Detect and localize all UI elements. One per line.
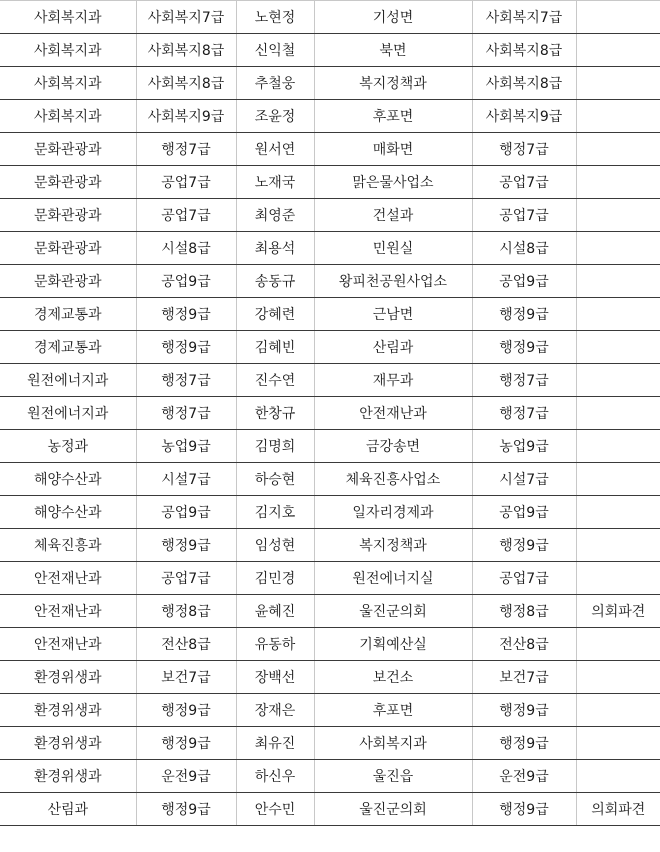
current-grade-cell: 행정9급 <box>136 529 236 562</box>
table-row <box>0 133 660 166</box>
new-dept-cell: 맑은물사업소 <box>314 166 472 199</box>
new-grade-cell: 행정9급 <box>472 298 576 331</box>
table-row <box>0 430 660 463</box>
current-grade-cell: 전산8급 <box>136 628 236 661</box>
name-cell: 장재은 <box>236 694 314 727</box>
current-dept-cell: 안전재난과 <box>0 562 136 595</box>
new-grade-cell: 행정9급 <box>472 331 576 364</box>
current-grade-cell: 시설7급 <box>136 463 236 496</box>
name-cell: 한창규 <box>236 397 314 430</box>
current-dept-cell: 원전에너지과 <box>0 397 136 430</box>
current-grade-cell: 보건7급 <box>136 661 236 694</box>
current-dept-cell: 사회복지과 <box>0 67 136 100</box>
current-grade-cell: 행정9급 <box>136 331 236 364</box>
note-cell <box>576 364 660 397</box>
note-cell <box>576 694 660 727</box>
new-dept-cell: 원전에너지실 <box>314 562 472 595</box>
new-grade-cell: 행정8급 <box>472 595 576 628</box>
note-cell <box>576 298 660 331</box>
table-row <box>0 232 660 265</box>
note-cell: 의회파견 <box>576 793 660 826</box>
new-dept-cell: 재무과 <box>314 364 472 397</box>
table-row <box>0 529 660 562</box>
table-row <box>0 298 660 331</box>
new-dept-cell: 기성면 <box>314 1 472 34</box>
new-grade-cell: 사회복지8급 <box>472 34 576 67</box>
new-dept-cell: 민원실 <box>314 232 472 265</box>
current-dept-cell: 경제교통과 <box>0 331 136 364</box>
note-cell <box>576 661 660 694</box>
new-grade-cell: 공업9급 <box>472 496 576 529</box>
table-row <box>0 199 660 232</box>
new-dept-cell: 후포면 <box>314 694 472 727</box>
current-grade-cell: 공업9급 <box>136 265 236 298</box>
note-cell <box>576 199 660 232</box>
name-cell: 김혜빈 <box>236 331 314 364</box>
name-cell: 원서연 <box>236 133 314 166</box>
current-dept-cell: 원전에너지과 <box>0 364 136 397</box>
new-grade-cell: 농업9급 <box>472 430 576 463</box>
name-cell: 진수연 <box>236 364 314 397</box>
name-cell: 임성현 <box>236 529 314 562</box>
table-row <box>0 628 660 661</box>
new-dept-cell: 근남면 <box>314 298 472 331</box>
new-dept-cell: 보건소 <box>314 661 472 694</box>
current-dept-cell: 체육진흥과 <box>0 529 136 562</box>
name-cell: 신익철 <box>236 34 314 67</box>
current-grade-cell: 사회복지7급 <box>136 1 236 34</box>
note-cell <box>576 529 660 562</box>
table-row <box>0 1 660 34</box>
table-row <box>0 661 660 694</box>
current-grade-cell: 사회복지8급 <box>136 34 236 67</box>
table-row <box>0 265 660 298</box>
name-cell: 조윤정 <box>236 100 314 133</box>
current-dept-cell: 환경위생과 <box>0 661 136 694</box>
new-dept-cell: 사회복지과 <box>314 727 472 760</box>
name-cell: 추철웅 <box>236 67 314 100</box>
current-grade-cell: 행정7급 <box>136 364 236 397</box>
current-dept-cell: 해양수산과 <box>0 496 136 529</box>
name-cell: 최영준 <box>236 199 314 232</box>
new-dept-cell: 기획예산실 <box>314 628 472 661</box>
table-row <box>0 100 660 133</box>
new-grade-cell: 행정7급 <box>472 364 576 397</box>
new-grade-cell: 사회복지8급 <box>472 67 576 100</box>
new-grade-cell: 공업9급 <box>472 265 576 298</box>
table-row <box>0 364 660 397</box>
current-dept-cell: 안전재난과 <box>0 595 136 628</box>
table-row <box>0 760 660 793</box>
new-dept-cell: 금강송면 <box>314 430 472 463</box>
table-row <box>0 397 660 430</box>
new-dept-cell: 체육진흥사업소 <box>314 463 472 496</box>
table-row <box>0 496 660 529</box>
note-cell <box>576 166 660 199</box>
name-cell: 강혜련 <box>236 298 314 331</box>
current-grade-cell: 농업9급 <box>136 430 236 463</box>
name-cell: 노현정 <box>236 1 314 34</box>
new-dept-cell: 복지정책과 <box>314 529 472 562</box>
current-grade-cell: 공업9급 <box>136 496 236 529</box>
name-cell: 윤혜진 <box>236 595 314 628</box>
current-grade-cell: 행정7급 <box>136 133 236 166</box>
note-cell <box>576 331 660 364</box>
note-cell: 의회파견 <box>576 595 660 628</box>
current-dept-cell: 안전재난과 <box>0 628 136 661</box>
table-row <box>0 34 660 67</box>
current-grade-cell: 공업7급 <box>136 199 236 232</box>
note-cell <box>576 397 660 430</box>
current-dept-cell: 환경위생과 <box>0 694 136 727</box>
current-dept-cell: 문화관광과 <box>0 199 136 232</box>
current-dept-cell: 문화관광과 <box>0 133 136 166</box>
new-dept-cell: 북면 <box>314 34 472 67</box>
new-grade-cell: 운전9급 <box>472 760 576 793</box>
new-grade-cell: 사회복지9급 <box>472 100 576 133</box>
note-cell <box>576 562 660 595</box>
current-dept-cell: 해양수산과 <box>0 463 136 496</box>
current-dept-cell: 문화관광과 <box>0 232 136 265</box>
new-grade-cell: 사회복지7급 <box>472 1 576 34</box>
current-dept-cell: 경제교통과 <box>0 298 136 331</box>
current-grade-cell: 행정7급 <box>136 397 236 430</box>
new-dept-cell: 건설과 <box>314 199 472 232</box>
current-grade-cell: 공업7급 <box>136 562 236 595</box>
current-dept-cell: 사회복지과 <box>0 1 136 34</box>
note-cell <box>576 133 660 166</box>
name-cell: 김명희 <box>236 430 314 463</box>
table-row <box>0 595 660 628</box>
new-grade-cell: 행정7급 <box>472 397 576 430</box>
name-cell: 노재국 <box>236 166 314 199</box>
current-dept-cell: 문화관광과 <box>0 265 136 298</box>
name-cell: 하승현 <box>236 463 314 496</box>
current-grade-cell: 행정8급 <box>136 595 236 628</box>
table-row <box>0 562 660 595</box>
new-grade-cell: 시설8급 <box>472 232 576 265</box>
name-cell: 유동하 <box>236 628 314 661</box>
note-cell <box>576 496 660 529</box>
new-grade-cell: 전산8급 <box>472 628 576 661</box>
current-grade-cell: 행정9급 <box>136 793 236 826</box>
name-cell: 하신우 <box>236 760 314 793</box>
note-cell <box>576 463 660 496</box>
table-row <box>0 793 660 826</box>
current-grade-cell: 사회복지9급 <box>136 100 236 133</box>
table-row <box>0 727 660 760</box>
new-dept-cell: 울진읍 <box>314 760 472 793</box>
table-row <box>0 463 660 496</box>
table-row <box>0 331 660 364</box>
new-grade-cell: 행정9급 <box>472 727 576 760</box>
new-dept-cell: 울진군의회 <box>314 595 472 628</box>
name-cell: 송동규 <box>236 265 314 298</box>
name-cell: 장백선 <box>236 661 314 694</box>
note-cell <box>576 430 660 463</box>
new-dept-cell: 일자리경제과 <box>314 496 472 529</box>
table-row <box>0 694 660 727</box>
note-cell <box>576 100 660 133</box>
note-cell <box>576 34 660 67</box>
table-row <box>0 67 660 100</box>
new-dept-cell: 왕피천공원사업소 <box>314 265 472 298</box>
name-cell: 김지호 <box>236 496 314 529</box>
current-grade-cell: 공업7급 <box>136 166 236 199</box>
name-cell: 최유진 <box>236 727 314 760</box>
new-dept-cell: 매화면 <box>314 133 472 166</box>
new-dept-cell: 울진군의회 <box>314 793 472 826</box>
new-grade-cell: 행정9급 <box>472 694 576 727</box>
current-grade-cell: 행정9급 <box>136 298 236 331</box>
note-cell <box>576 1 660 34</box>
note-cell <box>576 628 660 661</box>
note-cell <box>576 232 660 265</box>
note-cell <box>576 727 660 760</box>
current-grade-cell: 행정9급 <box>136 694 236 727</box>
note-cell <box>576 67 660 100</box>
new-grade-cell: 공업7급 <box>472 562 576 595</box>
current-dept-cell: 환경위생과 <box>0 760 136 793</box>
new-grade-cell: 행정9급 <box>472 793 576 826</box>
current-dept-cell: 사회복지과 <box>0 34 136 67</box>
new-dept-cell: 안전재난과 <box>314 397 472 430</box>
current-grade-cell: 사회복지8급 <box>136 67 236 100</box>
new-dept-cell: 산림과 <box>314 331 472 364</box>
name-cell: 김민경 <box>236 562 314 595</box>
current-dept-cell: 문화관광과 <box>0 166 136 199</box>
current-grade-cell: 시설8급 <box>136 232 236 265</box>
current-grade-cell: 행정9급 <box>136 727 236 760</box>
current-dept-cell: 사회복지과 <box>0 100 136 133</box>
current-grade-cell: 운전9급 <box>136 760 236 793</box>
new-grade-cell: 공업7급 <box>472 199 576 232</box>
name-cell: 안수민 <box>236 793 314 826</box>
current-dept-cell: 환경위생과 <box>0 727 136 760</box>
table-row <box>0 166 660 199</box>
note-cell <box>576 265 660 298</box>
new-grade-cell: 시설7급 <box>472 463 576 496</box>
name-cell: 최용석 <box>236 232 314 265</box>
new-dept-cell: 후포면 <box>314 100 472 133</box>
new-grade-cell: 보건7급 <box>472 661 576 694</box>
current-dept-cell: 산림과 <box>0 793 136 826</box>
current-dept-cell: 농정과 <box>0 430 136 463</box>
new-dept-cell: 복지정책과 <box>314 67 472 100</box>
table-body <box>0 1 660 826</box>
new-grade-cell: 공업7급 <box>472 166 576 199</box>
new-grade-cell: 행정7급 <box>472 133 576 166</box>
new-grade-cell: 행정9급 <box>472 529 576 562</box>
note-cell <box>576 760 660 793</box>
